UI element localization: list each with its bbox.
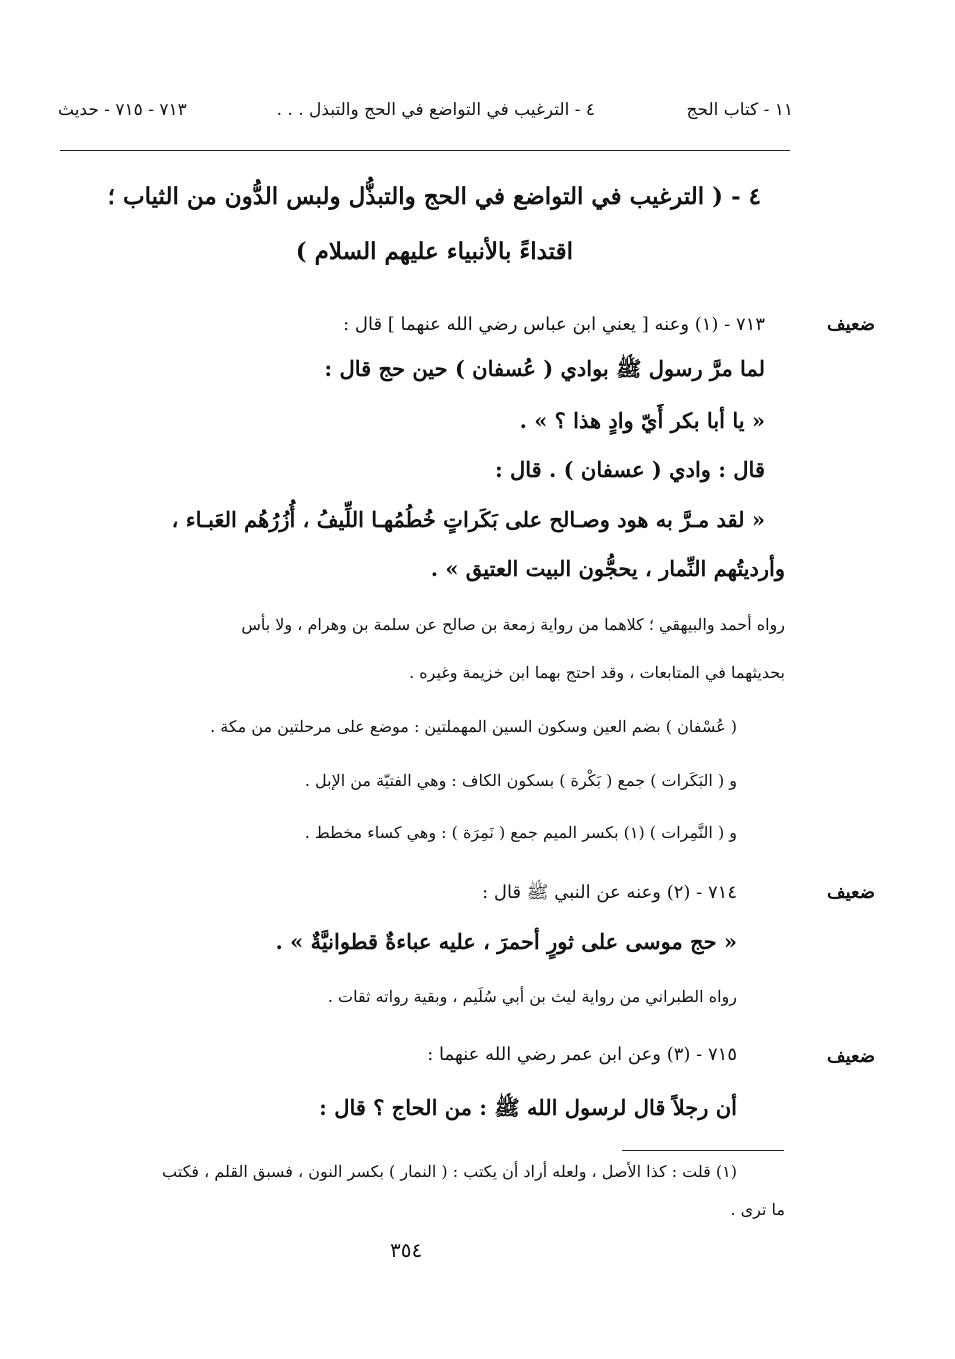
hadith-713-text-line2: « يا أبا بكر أَيّ وادٍ هذا ؟ » . <box>519 408 765 433</box>
hadith-715-text-line1: أن رجلاً قال لرسول الله ﷺ : من الحاج ؟ قال : <box>319 1095 737 1120</box>
hadith-713-gloss-1: ( عُسْفان ) بضم العين وسكون السين المهملتين : موضع على مرحلتين من مكة . <box>210 717 737 736</box>
hadith-713-text-line5: وأرديتُهم النِّمار ، يحجُّون البيت العتيق » . <box>430 556 785 581</box>
hadith-714-source: رواه الطبراني من رواية ليث بن أبي سُلَيم ، وبقية رواته ثقات . <box>327 987 737 1006</box>
header-hadith-range: ٧١٣ - ٧١٥ - حديث <box>58 100 187 120</box>
hadith-713-source-line1: رواه أحمد والبيهقي ؛ كلاهما من رواية زمعة بن صالح عن سلمة بن وهرام ، ولا بأس <box>241 615 785 634</box>
grade-label-715: ضعيف <box>826 1046 875 1067</box>
footnote-line1: (١) قلت : كذا الأصل ، ولعله أراد أن يكتب : ( النمار ) بكسر النون ، فسبق القلم ، فكتب <box>162 1162 737 1181</box>
grade-label-713: ضعيف <box>826 314 875 335</box>
hadith-713-text-line4: « لقد مـرَّ به هود وصـالح على بَكَراتٍ خُطُمُهـا اللِّيفُ ، أُزُرُهُم العَبـاء ، <box>171 507 765 532</box>
hadith-713-source-line2: بحديثهما في المتابعات ، وقد احتج بهما ابن خزيمة وغيره . <box>409 663 785 682</box>
chapter-title-line2: اقتداءً بالأنبياء عليهم السلام ) <box>295 238 573 265</box>
hadith-713-text-line1: لما مرَّ رسول ﷺ بوادي ( عُسفان ) حين حج قال : <box>324 356 765 381</box>
header-section: ٤ - الترغيب في التواضع في الحج والتبذل . . . <box>276 100 595 120</box>
page-number: ٣٥٤ <box>390 1238 423 1262</box>
hadith-714-intro: ٧١٤ - (٢) وعنه عن النبي ﷺ قال : <box>482 882 737 903</box>
header-divider <box>60 150 790 151</box>
hadith-713-gloss-2: و ( البَكَرات ) جمع ( بَكْرة ) بسكون الكاف : وهي الفتيّة من الإبل . <box>304 771 737 790</box>
hadith-713-text-line3: قال : وادي ( عسفان ) . قال : <box>494 457 765 482</box>
header-chapter: ١١ - كتاب الحج <box>686 100 793 120</box>
footnote-line2: ما ترى . <box>730 1200 785 1219</box>
footnote-divider <box>622 1150 784 1151</box>
chapter-title-line1: ٤ - ( الترغيب في التواضع في الحج والتبذُّل ولبس الدُّون من الثياب ؛ <box>107 183 761 210</box>
hadith-713-gloss-3: و ( النَّمِرات ) (١) بكسر الميم جمع ( نَمِرَة ) : وهي كساء مخطط . <box>304 823 737 842</box>
hadith-713-intro: ٧١٣ - (١) وعنه [ يعني ابن عباس رضي الله عنهما ] قال : <box>343 314 765 335</box>
hadith-715-intro: ٧١٥ - (٣) وعن ابن عمر رضي الله عنهما : <box>427 1044 737 1065</box>
grade-label-714: ضعيف <box>826 882 875 903</box>
hadith-714-text-line1: « حج موسى على ثورٍ أحمرَ ، عليه عباءةٌ قطوانيَّةٌ » . <box>275 929 737 954</box>
